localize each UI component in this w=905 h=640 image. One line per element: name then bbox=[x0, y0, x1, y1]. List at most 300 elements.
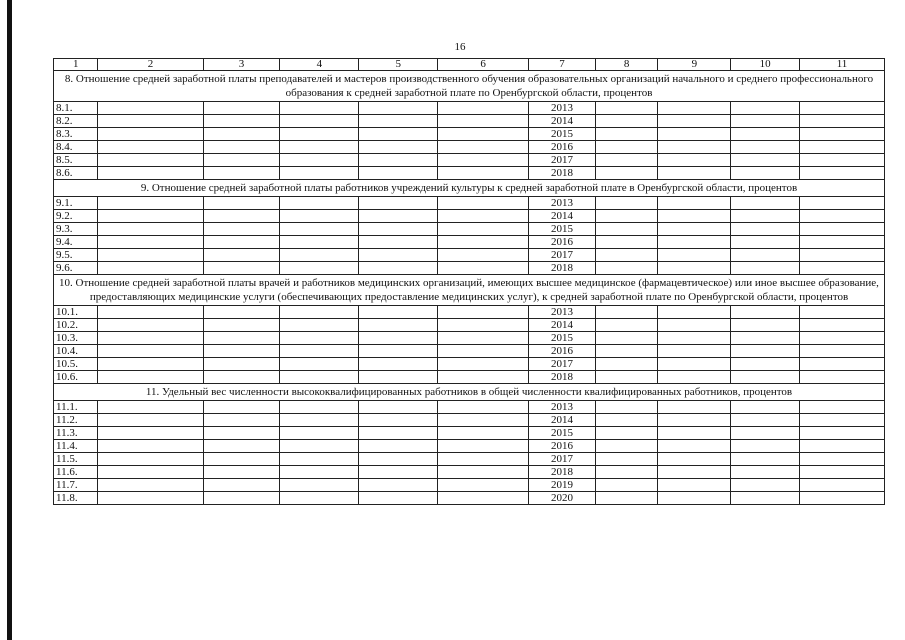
empty-cell bbox=[359, 115, 438, 128]
empty-cell bbox=[280, 427, 359, 440]
empty-cell bbox=[800, 236, 885, 249]
empty-cell bbox=[438, 154, 529, 167]
empty-cell bbox=[98, 102, 203, 115]
empty-cell bbox=[658, 319, 731, 332]
table-row bbox=[54, 115, 885, 128]
row-year: 2014 bbox=[529, 319, 596, 332]
empty-cell bbox=[658, 306, 731, 319]
table-row bbox=[54, 332, 885, 345]
empty-cell bbox=[731, 223, 800, 236]
empty-cell bbox=[595, 453, 658, 466]
empty-cell bbox=[280, 358, 359, 371]
table-row bbox=[54, 128, 885, 141]
empty-cell bbox=[203, 262, 280, 275]
empty-cell bbox=[800, 141, 885, 154]
empty-cell bbox=[731, 141, 800, 154]
empty-cell bbox=[438, 345, 529, 358]
empty-cell bbox=[731, 154, 800, 167]
empty-cell bbox=[280, 236, 359, 249]
empty-cell bbox=[359, 358, 438, 371]
empty-cell bbox=[595, 249, 658, 262]
table-row bbox=[54, 154, 885, 167]
empty-cell bbox=[800, 197, 885, 210]
empty-cell bbox=[280, 223, 359, 236]
empty-cell bbox=[280, 479, 359, 492]
row-id: 11.8. bbox=[54, 492, 98, 505]
empty-cell bbox=[203, 358, 280, 371]
row-id: 10.4. bbox=[54, 345, 98, 358]
empty-cell bbox=[438, 427, 529, 440]
section-title: 11. Удельный вес численности высококвалифицированных работников в общей численности квалифицированных работников, процентов bbox=[54, 384, 885, 401]
empty-cell bbox=[731, 345, 800, 358]
table-row bbox=[54, 453, 885, 466]
empty-cell bbox=[595, 440, 658, 453]
empty-cell bbox=[658, 141, 731, 154]
empty-cell bbox=[438, 401, 529, 414]
empty-cell bbox=[438, 440, 529, 453]
row-year: 2016 bbox=[529, 236, 596, 249]
empty-cell bbox=[359, 141, 438, 154]
row-id: 9.4. bbox=[54, 236, 98, 249]
empty-cell bbox=[359, 332, 438, 345]
row-year: 2013 bbox=[529, 197, 596, 210]
empty-cell bbox=[203, 440, 280, 453]
column-number-row bbox=[54, 59, 885, 71]
table-row bbox=[54, 102, 885, 115]
row-year: 2017 bbox=[529, 154, 596, 167]
empty-cell bbox=[731, 453, 800, 466]
empty-cell bbox=[658, 358, 731, 371]
empty-cell bbox=[203, 223, 280, 236]
empty-cell bbox=[658, 262, 731, 275]
empty-cell bbox=[658, 236, 731, 249]
empty-cell bbox=[800, 414, 885, 427]
empty-cell bbox=[98, 371, 203, 384]
row-year: 2018 bbox=[529, 371, 596, 384]
empty-cell bbox=[800, 319, 885, 332]
table-row bbox=[54, 371, 885, 384]
empty-cell bbox=[731, 262, 800, 275]
table-row bbox=[54, 141, 885, 154]
empty-cell bbox=[731, 371, 800, 384]
empty-cell bbox=[359, 197, 438, 210]
column-number: 11 bbox=[800, 59, 885, 71]
table-row bbox=[54, 345, 885, 358]
empty-cell bbox=[203, 466, 280, 479]
empty-cell bbox=[595, 332, 658, 345]
empty-cell bbox=[438, 223, 529, 236]
empty-cell bbox=[800, 466, 885, 479]
table-row bbox=[54, 401, 885, 414]
empty-cell bbox=[438, 197, 529, 210]
column-number: 9 bbox=[658, 59, 731, 71]
empty-cell bbox=[98, 115, 203, 128]
empty-cell bbox=[203, 345, 280, 358]
empty-cell bbox=[658, 332, 731, 345]
empty-cell bbox=[438, 332, 529, 345]
empty-cell bbox=[280, 401, 359, 414]
empty-cell bbox=[800, 223, 885, 236]
empty-cell bbox=[203, 128, 280, 141]
row-id: 11.3. bbox=[54, 427, 98, 440]
empty-cell bbox=[98, 332, 203, 345]
empty-cell bbox=[280, 210, 359, 223]
table-row bbox=[54, 414, 885, 427]
empty-cell bbox=[800, 358, 885, 371]
row-id: 10.2. bbox=[54, 319, 98, 332]
empty-cell bbox=[203, 401, 280, 414]
empty-cell bbox=[595, 210, 658, 223]
empty-cell bbox=[98, 141, 203, 154]
empty-cell bbox=[595, 401, 658, 414]
table-row bbox=[54, 319, 885, 332]
empty-cell bbox=[731, 358, 800, 371]
empty-cell bbox=[98, 492, 203, 505]
row-year: 2014 bbox=[529, 414, 596, 427]
section-title: 8. Отношение средней заработной платы преподавателей и мастеров производственного обучения образовательных организаций начального и среднего профессионального образования к средней заработной плате по Оренбургской области, процентов bbox=[54, 71, 885, 102]
row-id: 9.5. bbox=[54, 249, 98, 262]
empty-cell bbox=[595, 306, 658, 319]
section-title: 10. Отношение средней заработной платы врачей и работников медицинских организаций, имеющих высшее медицинское (фармацевтическое) или иное высшее образование, предоставляющих медицинские услуги (обеспечивающих предоставление медицинских услуг), к средней заработной плате по Оренбургской области, процентов bbox=[54, 275, 885, 306]
empty-cell bbox=[359, 128, 438, 141]
empty-cell bbox=[438, 262, 529, 275]
empty-cell bbox=[438, 141, 529, 154]
empty-cell bbox=[359, 466, 438, 479]
empty-cell bbox=[98, 197, 203, 210]
empty-cell bbox=[658, 154, 731, 167]
empty-cell bbox=[595, 262, 658, 275]
column-number: 6 bbox=[438, 59, 529, 71]
empty-cell bbox=[98, 479, 203, 492]
column-number: 7 bbox=[529, 59, 596, 71]
empty-cell bbox=[280, 306, 359, 319]
empty-cell bbox=[359, 401, 438, 414]
empty-cell bbox=[595, 167, 658, 180]
empty-cell bbox=[359, 319, 438, 332]
empty-cell bbox=[731, 492, 800, 505]
empty-cell bbox=[595, 414, 658, 427]
table-row bbox=[54, 167, 885, 180]
row-year: 2017 bbox=[529, 358, 596, 371]
empty-cell bbox=[280, 249, 359, 262]
row-id: 10.6. bbox=[54, 371, 98, 384]
row-year: 2015 bbox=[529, 223, 596, 236]
empty-cell bbox=[280, 345, 359, 358]
empty-cell bbox=[731, 401, 800, 414]
section-header-row bbox=[54, 71, 885, 102]
empty-cell bbox=[203, 414, 280, 427]
empty-cell bbox=[98, 167, 203, 180]
row-id: 10.3. bbox=[54, 332, 98, 345]
empty-cell bbox=[438, 492, 529, 505]
row-id: 8.2. bbox=[54, 115, 98, 128]
empty-cell bbox=[438, 358, 529, 371]
table-body bbox=[54, 59, 885, 505]
empty-cell bbox=[280, 102, 359, 115]
empty-cell bbox=[595, 319, 658, 332]
empty-cell bbox=[359, 102, 438, 115]
empty-cell bbox=[658, 128, 731, 141]
row-id: 8.3. bbox=[54, 128, 98, 141]
empty-cell bbox=[731, 197, 800, 210]
empty-cell bbox=[800, 401, 885, 414]
empty-cell bbox=[438, 306, 529, 319]
row-id: 11.5. bbox=[54, 453, 98, 466]
empty-cell bbox=[438, 210, 529, 223]
row-id: 9.1. bbox=[54, 197, 98, 210]
empty-cell bbox=[280, 440, 359, 453]
empty-cell bbox=[595, 345, 658, 358]
empty-cell bbox=[731, 319, 800, 332]
row-id: 11.7. bbox=[54, 479, 98, 492]
row-year: 2013 bbox=[529, 102, 596, 115]
empty-cell bbox=[359, 427, 438, 440]
row-id: 10.1. bbox=[54, 306, 98, 319]
empty-cell bbox=[658, 371, 731, 384]
empty-cell bbox=[438, 249, 529, 262]
empty-cell bbox=[800, 249, 885, 262]
page-number: 16 bbox=[454, 41, 466, 53]
row-id: 8.4. bbox=[54, 141, 98, 154]
empty-cell bbox=[658, 249, 731, 262]
empty-cell bbox=[595, 141, 658, 154]
empty-cell bbox=[98, 401, 203, 414]
table-row bbox=[54, 262, 885, 275]
empty-cell bbox=[658, 414, 731, 427]
empty-cell bbox=[595, 358, 658, 371]
empty-cell bbox=[658, 401, 731, 414]
table-row bbox=[54, 492, 885, 505]
table-row bbox=[54, 466, 885, 479]
section-header-row bbox=[54, 384, 885, 401]
empty-cell bbox=[731, 332, 800, 345]
empty-cell bbox=[438, 128, 529, 141]
row-year: 2015 bbox=[529, 427, 596, 440]
row-year: 2014 bbox=[529, 115, 596, 128]
empty-cell bbox=[359, 249, 438, 262]
table-row bbox=[54, 223, 885, 236]
table-row bbox=[54, 306, 885, 319]
empty-cell bbox=[98, 358, 203, 371]
row-year: 2018 bbox=[529, 262, 596, 275]
empty-cell bbox=[98, 223, 203, 236]
empty-cell bbox=[595, 102, 658, 115]
empty-cell bbox=[595, 115, 658, 128]
row-year: 2017 bbox=[529, 249, 596, 262]
empty-cell bbox=[731, 466, 800, 479]
empty-cell bbox=[800, 345, 885, 358]
empty-cell bbox=[658, 115, 731, 128]
empty-cell bbox=[203, 236, 280, 249]
empty-cell bbox=[731, 102, 800, 115]
row-year: 2013 bbox=[529, 401, 596, 414]
table-row bbox=[54, 210, 885, 223]
empty-cell bbox=[438, 102, 529, 115]
empty-cell bbox=[98, 249, 203, 262]
empty-cell bbox=[800, 210, 885, 223]
row-year: 2017 bbox=[529, 453, 596, 466]
empty-cell bbox=[98, 453, 203, 466]
empty-cell bbox=[595, 479, 658, 492]
empty-cell bbox=[203, 154, 280, 167]
indicator-table bbox=[53, 58, 885, 505]
row-year: 2016 bbox=[529, 141, 596, 154]
empty-cell bbox=[203, 453, 280, 466]
empty-cell bbox=[595, 492, 658, 505]
row-year: 2015 bbox=[529, 332, 596, 345]
empty-cell bbox=[359, 492, 438, 505]
empty-cell bbox=[280, 371, 359, 384]
empty-cell bbox=[280, 332, 359, 345]
empty-cell bbox=[731, 306, 800, 319]
empty-cell bbox=[658, 479, 731, 492]
empty-cell bbox=[280, 197, 359, 210]
empty-cell bbox=[731, 414, 800, 427]
empty-cell bbox=[203, 492, 280, 505]
empty-cell bbox=[280, 319, 359, 332]
row-id: 11.6. bbox=[54, 466, 98, 479]
empty-cell bbox=[800, 262, 885, 275]
empty-cell bbox=[98, 306, 203, 319]
empty-cell bbox=[658, 492, 731, 505]
scan-edge-bar bbox=[7, 0, 12, 640]
empty-cell bbox=[438, 414, 529, 427]
empty-cell bbox=[731, 440, 800, 453]
empty-cell bbox=[98, 128, 203, 141]
row-year: 2016 bbox=[529, 345, 596, 358]
empty-cell bbox=[359, 236, 438, 249]
empty-cell bbox=[359, 167, 438, 180]
empty-cell bbox=[731, 236, 800, 249]
row-id: 8.6. bbox=[54, 167, 98, 180]
row-year: 2016 bbox=[529, 440, 596, 453]
row-id: 10.5. bbox=[54, 358, 98, 371]
row-id: 11.4. bbox=[54, 440, 98, 453]
empty-cell bbox=[438, 466, 529, 479]
empty-cell bbox=[203, 141, 280, 154]
row-year: 2020 bbox=[529, 492, 596, 505]
empty-cell bbox=[359, 223, 438, 236]
empty-cell bbox=[438, 115, 529, 128]
empty-cell bbox=[731, 479, 800, 492]
empty-cell bbox=[658, 210, 731, 223]
empty-cell bbox=[359, 414, 438, 427]
empty-cell bbox=[731, 128, 800, 141]
empty-cell bbox=[359, 453, 438, 466]
empty-cell bbox=[203, 479, 280, 492]
empty-cell bbox=[280, 414, 359, 427]
empty-cell bbox=[359, 154, 438, 167]
empty-cell bbox=[800, 453, 885, 466]
empty-cell bbox=[203, 332, 280, 345]
empty-cell bbox=[800, 115, 885, 128]
row-id: 8.5. bbox=[54, 154, 98, 167]
empty-cell bbox=[359, 345, 438, 358]
empty-cell bbox=[98, 319, 203, 332]
empty-cell bbox=[595, 197, 658, 210]
empty-cell bbox=[98, 236, 203, 249]
table-row bbox=[54, 427, 885, 440]
empty-cell bbox=[98, 466, 203, 479]
empty-cell bbox=[800, 102, 885, 115]
empty-cell bbox=[800, 479, 885, 492]
empty-cell bbox=[658, 466, 731, 479]
empty-cell bbox=[280, 262, 359, 275]
row-id: 9.6. bbox=[54, 262, 98, 275]
empty-cell bbox=[203, 319, 280, 332]
empty-cell bbox=[731, 249, 800, 262]
column-number: 5 bbox=[359, 59, 438, 71]
row-year: 2019 bbox=[529, 479, 596, 492]
empty-cell bbox=[595, 466, 658, 479]
empty-cell bbox=[438, 453, 529, 466]
empty-cell bbox=[438, 479, 529, 492]
empty-cell bbox=[98, 414, 203, 427]
empty-cell bbox=[203, 210, 280, 223]
empty-cell bbox=[731, 115, 800, 128]
table-row bbox=[54, 479, 885, 492]
column-number: 10 bbox=[731, 59, 800, 71]
empty-cell bbox=[98, 345, 203, 358]
empty-cell bbox=[658, 440, 731, 453]
empty-cell bbox=[280, 128, 359, 141]
empty-cell bbox=[98, 427, 203, 440]
empty-cell bbox=[800, 427, 885, 440]
empty-cell bbox=[595, 236, 658, 249]
empty-cell bbox=[280, 466, 359, 479]
section-title: 9. Отношение средней заработной платы работников учреждений культуры к средней заработной плате в Оренбургской области, процентов bbox=[54, 180, 885, 197]
empty-cell bbox=[438, 236, 529, 249]
column-number: 3 bbox=[203, 59, 280, 71]
table-row bbox=[54, 358, 885, 371]
row-id: 11.2. bbox=[54, 414, 98, 427]
row-year: 2013 bbox=[529, 306, 596, 319]
row-year: 2015 bbox=[529, 128, 596, 141]
column-number: 8 bbox=[595, 59, 658, 71]
empty-cell bbox=[98, 262, 203, 275]
empty-cell bbox=[359, 371, 438, 384]
column-number: 4 bbox=[280, 59, 359, 71]
empty-cell bbox=[658, 453, 731, 466]
empty-cell bbox=[800, 371, 885, 384]
empty-cell bbox=[595, 154, 658, 167]
empty-cell bbox=[658, 223, 731, 236]
empty-cell bbox=[658, 167, 731, 180]
empty-cell bbox=[98, 210, 203, 223]
empty-cell bbox=[731, 210, 800, 223]
empty-cell bbox=[359, 262, 438, 275]
row-year: 2018 bbox=[529, 167, 596, 180]
column-number: 2 bbox=[98, 59, 203, 71]
table-row bbox=[54, 236, 885, 249]
empty-cell bbox=[98, 154, 203, 167]
empty-cell bbox=[800, 440, 885, 453]
empty-cell bbox=[203, 249, 280, 262]
empty-cell bbox=[595, 371, 658, 384]
row-id: 9.3. bbox=[54, 223, 98, 236]
empty-cell bbox=[800, 492, 885, 505]
empty-cell bbox=[800, 154, 885, 167]
empty-cell bbox=[359, 306, 438, 319]
empty-cell bbox=[98, 440, 203, 453]
empty-cell bbox=[203, 427, 280, 440]
empty-cell bbox=[280, 492, 359, 505]
row-year: 2018 bbox=[529, 466, 596, 479]
empty-cell bbox=[595, 128, 658, 141]
empty-cell bbox=[658, 197, 731, 210]
empty-cell bbox=[359, 479, 438, 492]
empty-cell bbox=[203, 115, 280, 128]
